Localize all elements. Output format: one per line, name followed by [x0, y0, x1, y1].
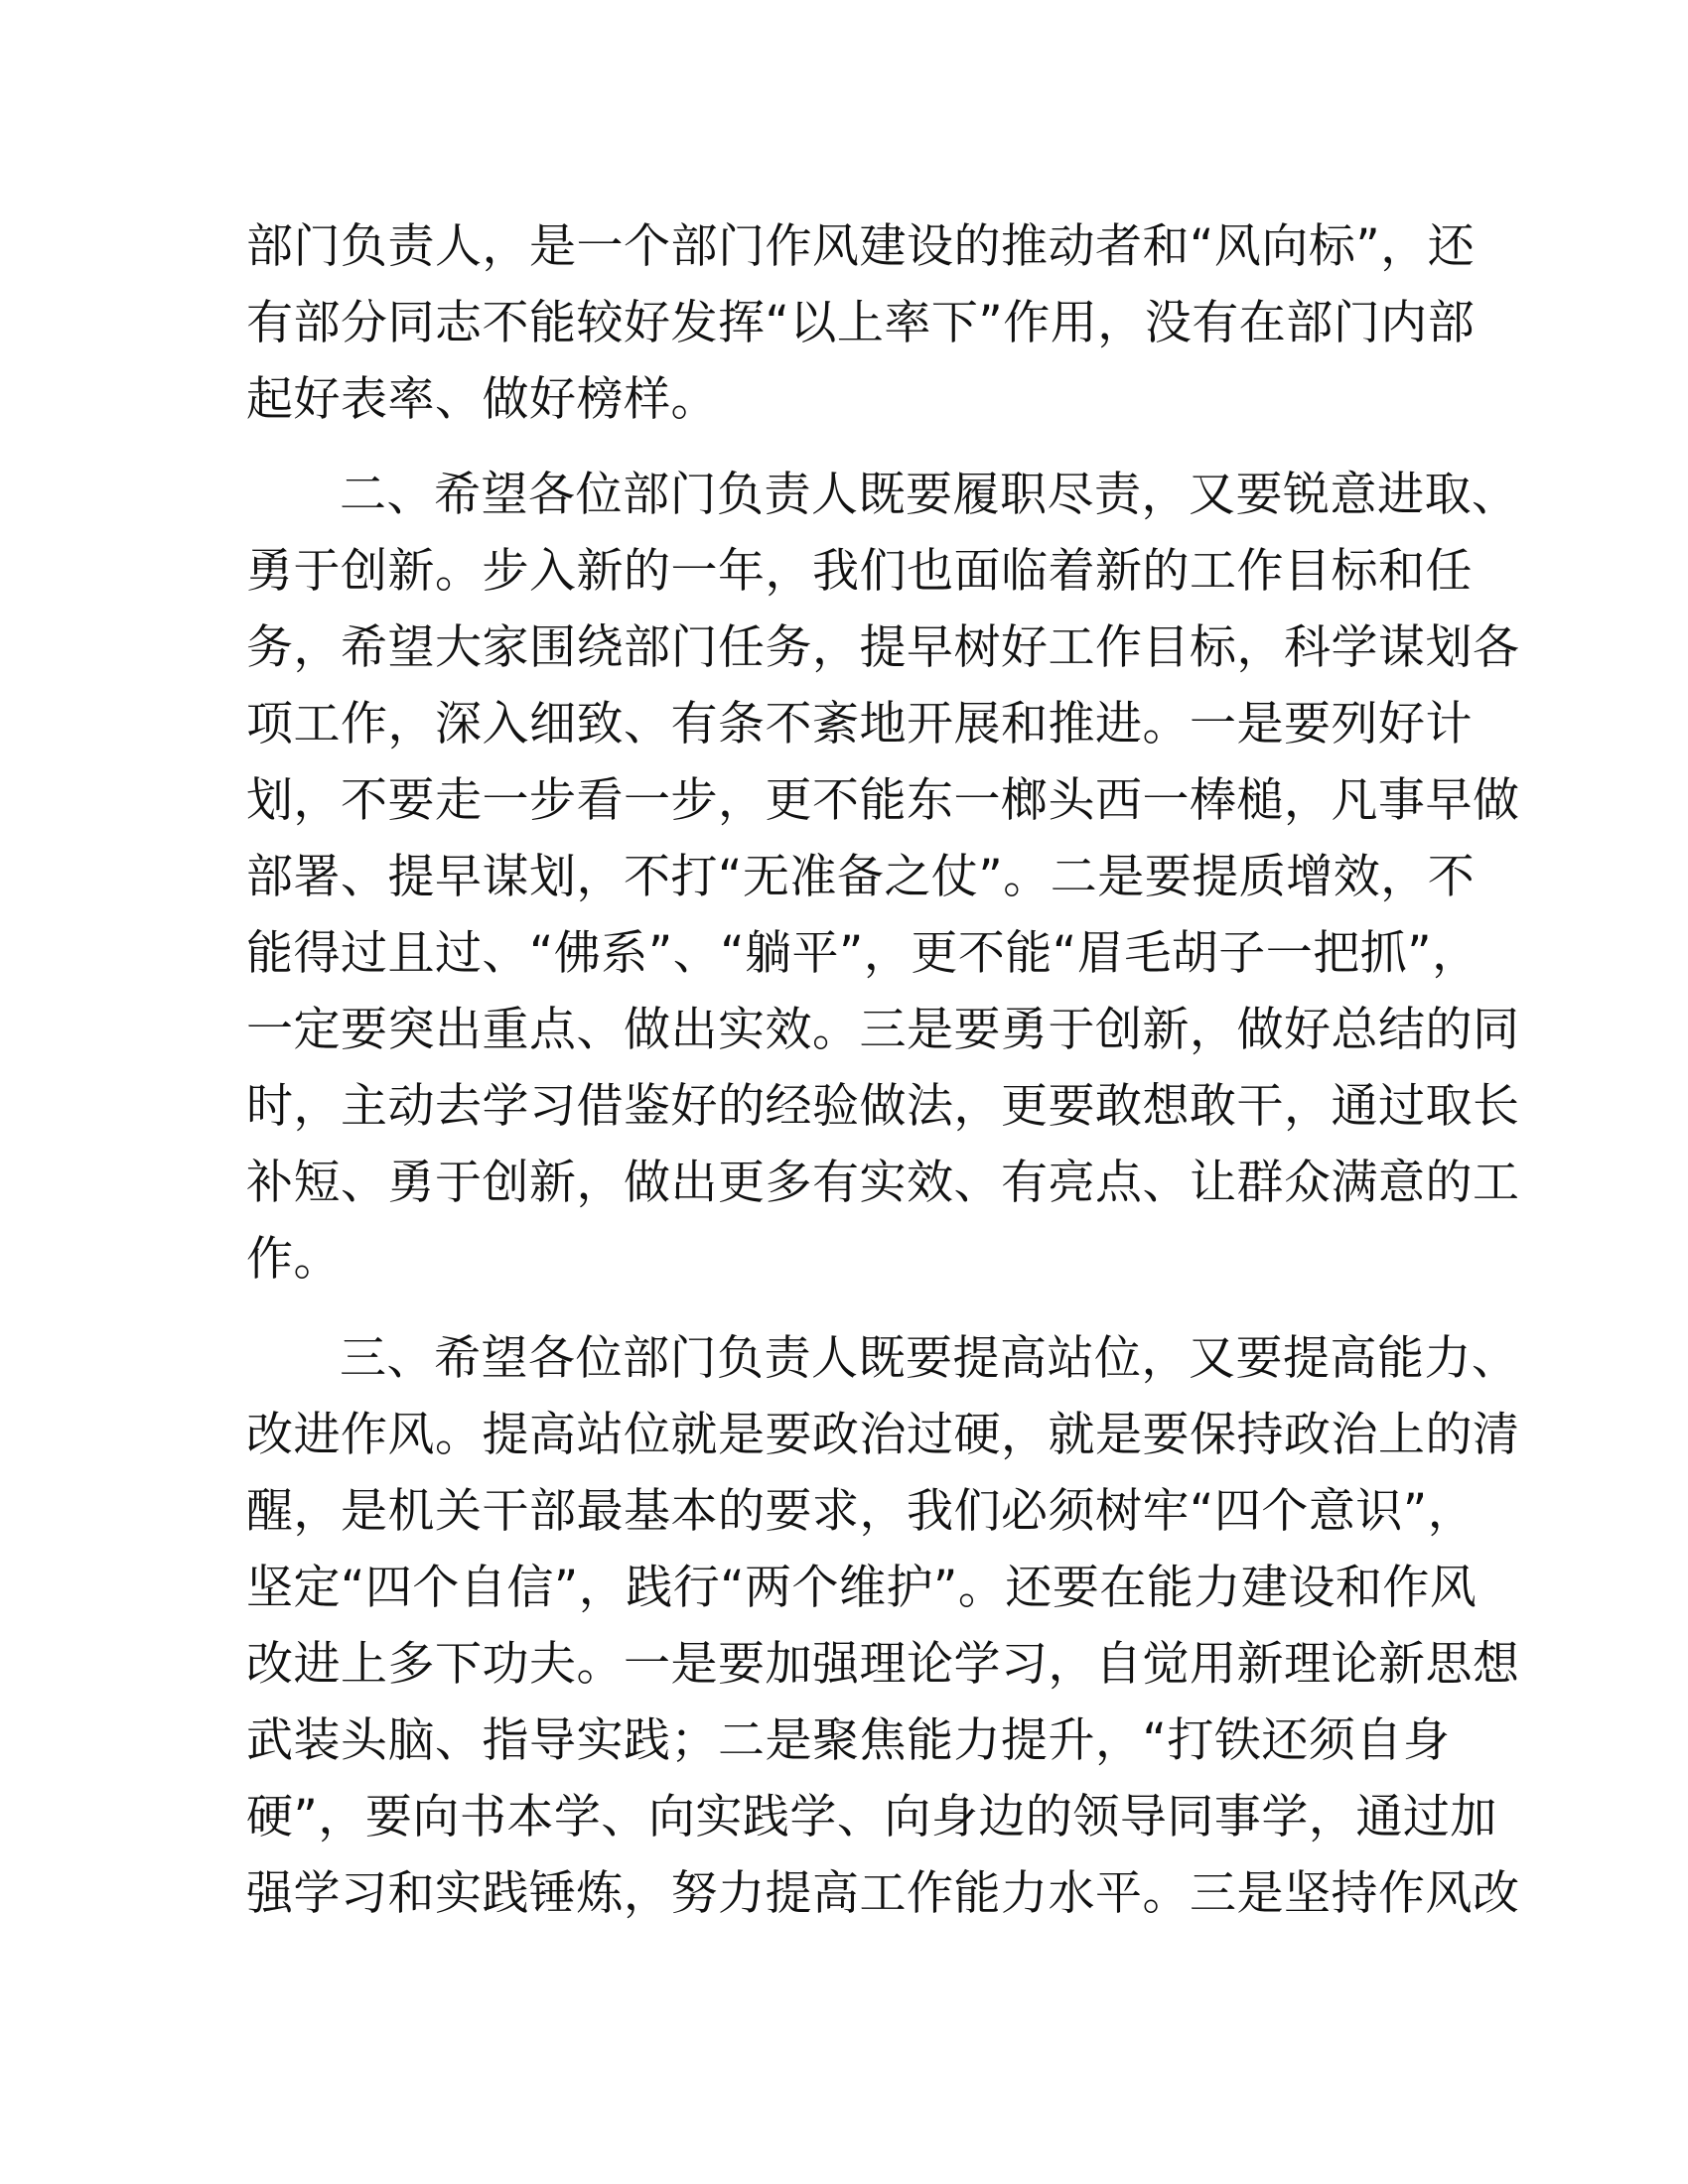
paragraph-line: 坚定“四个自信”，践行“两个维护”。还要在能力建设和作风	[246, 1561, 1477, 1615]
paragraph-line: 有部分同志不能较好发挥“以上率下”作用，没有在部门内部	[246, 296, 1476, 350]
paragraph-line: 勇于创新。步入新的一年，我们也面临着新的工作目标和任	[246, 544, 1473, 599]
paragraph-line: 务，希望大家围绕部门任务，提早树好工作目标，科学谋划各	[246, 620, 1520, 675]
paragraph-line: 时，主动去学习借鉴好的经验做法，更要敢想敢干，通过取长	[246, 1079, 1520, 1134]
paragraph-line: 硬”，要向书本学、向实践学、向身边的领导同事学，通过加	[246, 1790, 1497, 1844]
paragraph-line: 作。	[246, 1232, 341, 1287]
paragraph-3	[246, 1320, 1520, 1932]
paragraph-line: 三、希望各位部门负责人既要提高站位，又要提高能力、	[340, 1331, 1519, 1386]
paragraph-line: 补短、勇于创新，做出更多有实效、有亮点、让群众满意的工	[246, 1156, 1520, 1210]
paragraph-line: 一定要突出重点、做出实效。三是要勇于创新，做好总结的同	[246, 1003, 1520, 1057]
paragraph-line: 二、希望各位部门负责人既要履职尽责，又要锐意进取、	[340, 468, 1519, 522]
paragraph-line: 划，不要走一步看一步，更不能东一榔头西一棒槌，凡事早做	[246, 773, 1520, 828]
paragraph-line: 改进上多下功夫。一是要加强理论学习，自觉用新理论新思想	[246, 1637, 1520, 1692]
paragraph-line: 项工作，深入细致、有条不紊地开展和推进。一是要列好计	[246, 697, 1473, 751]
paragraph-line: 武装头脑、指导实践；二是聚焦能力提升，“打铁还须自身	[246, 1713, 1451, 1768]
paragraph-1	[246, 208, 1476, 438]
paragraph-line: 能得过且过、“佛系”、“躺平”，更不能“眉毛胡子一把抓”，	[246, 926, 1479, 981]
paragraph-2	[246, 457, 1520, 1297]
paragraph-line: 强学习和实践锤炼，努力提高工作能力水平。三是坚持作风改	[246, 1866, 1520, 1921]
paragraph-line: 部门负责人，是一个部门作风建设的推动者和“风向标”，还	[246, 219, 1476, 274]
paragraph-line: 部署、提早谋划，不打“无准备之仗”。二是要提质增效，不	[246, 850, 1476, 904]
paragraph-line: 改进作风。提高站位就是要政治过硬，就是要保持政治上的清	[246, 1408, 1520, 1462]
paragraph-line: 醒，是机关干部最基本的要求，我们必须树牢“四个意识”，	[246, 1484, 1476, 1539]
paragraph-line: 起好表率、做好榜样。	[246, 372, 718, 427]
